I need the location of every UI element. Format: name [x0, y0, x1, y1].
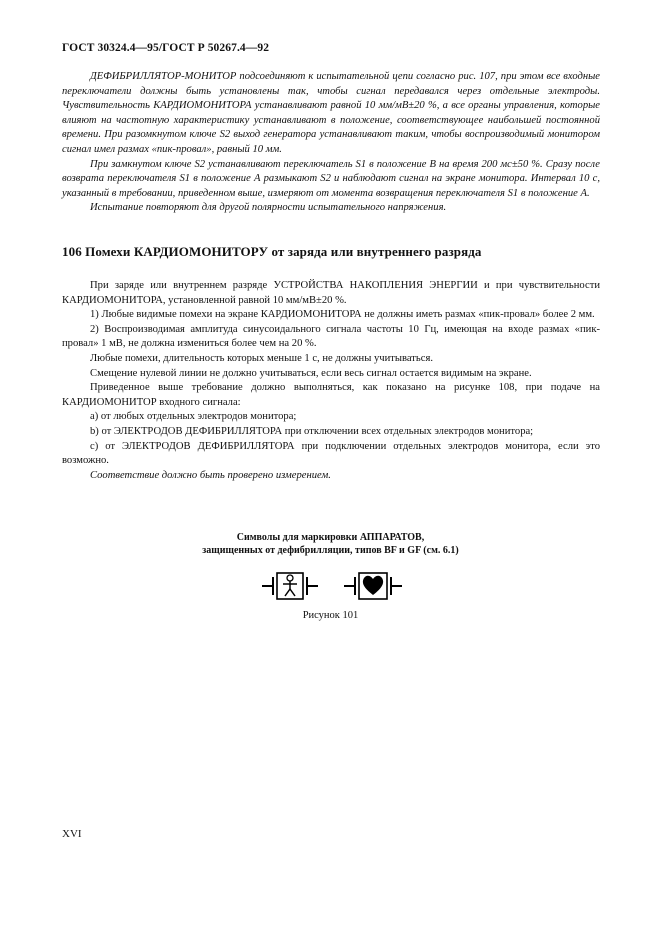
figure-title — [0, 531, 661, 557]
section-body — [62, 279, 600, 483]
intro-paragraph-2: При замкнутом ключе S2 устанавливают переключатель S1 в положение В на время 200 мс±50 %. Сразу после возврата переключателя S1 в положение А размыкают S2 и наблюдают сигнал на экране монитора. Интервал 10 с, указанный в требовании, приведенном выше, измеряют от момента возвращения переключателя S1 в положение А. — [62, 158, 600, 199]
figure-symbols — [260, 568, 410, 604]
intro-text — [62, 70, 600, 216]
defibrillation-proof-type-cf-icon — [344, 573, 402, 599]
body-paragraph: 2) Воспроизводимая амплитуда синусоидального сигнала частоты 10 Гц, имеющая на входе размах «пик-провал» 1 мВ, не должна измениться более чем на 20 %. — [62, 323, 600, 350]
list-item-a: а) от любых отдельных электродов монитора; — [90, 411, 297, 423]
page-number: XVI — [62, 828, 82, 840]
list-item-b: b) от ЭЛЕКТРОДОВ ДЕФИБРИЛЛЯТОРА при отключении всех отдельных электродов монитора; — [90, 425, 534, 437]
defibrillation-proof-type-bf-icon — [262, 573, 318, 599]
body-paragraph: При заряде или внутреннем разряде УСТРОЙСТВА НАКОПЛЕНИЯ ЭНЕРГИИ и при чувствительности КАРДИОМОНИТОРА, установленной равной 10 мм/мВ±20 %. — [62, 280, 600, 306]
section-heading: 106 Помехи КАРДИОМОНИТОРУ от заряда или внутреннего разряда — [62, 244, 482, 259]
document-header: ГОСТ 30324.4—95/ГОСТ Р 50267.4—92 — [62, 42, 270, 54]
body-paragraph: Приведенное выше требование должно выполняться, как показано на рисунке 108, при подаче на КАРДИОМОНИТОР входного сигнала: — [62, 382, 600, 408]
compliance-note: Соответствие должно быть проверено измерением. — [90, 469, 331, 481]
body-paragraph: Смещение нулевой линии не должно учитываться, если весь сигнал остается видимым на экране. — [90, 367, 532, 379]
list-item-c: с) от ЭЛЕКТРОДОВ ДЕФИБРИЛЛЯТОРА при подключении отдельных электродов монитора, если это возможно. — [62, 440, 600, 467]
figure-title-line-2: защищенных от дефибрилляции, типов BF и GF (см. 6.1) — [202, 545, 459, 556]
intro-paragraph-1: ДЕФИБРИЛЛЯТОР-МОНИТОР подсоединяют к испытательной цепи согласно рис. 107, при этом все входные переключатели должны быть установлены так, чтобы сигнал передавался через отдельные электроды. Чувствительность КАРДИОМОНИТОРА устанавливают равной 10 мм/мВ±20 %, а все органы управления, которые влияют на частотную характеристику устанавливают в положение, соответствующее наибольшей постоянной времени. При разомкнутом ключе S2 выход генератора устанавливают таким, чтобы воспроизводимый монитором сигнал имел размах «пик-провал», равный 10 мм. — [62, 71, 600, 155]
figure-caption: Рисунок 101 — [302, 610, 359, 621]
body-paragraph: Любые помехи, длительность которых меньше 1 с, не должны учитываться. — [90, 352, 433, 364]
intro-paragraph-3: Испытание повторяют для другой полярности испытательного напряжения. — [90, 202, 447, 214]
body-paragraph: 1) Любые видимые помехи на экране КАРДИОМОНИТОРА не должны иметь размах «пик-провал» более 2 мм. — [90, 309, 595, 321]
figure-title-line-1: Символы для маркировки АППАРАТОВ, — [236, 532, 425, 543]
